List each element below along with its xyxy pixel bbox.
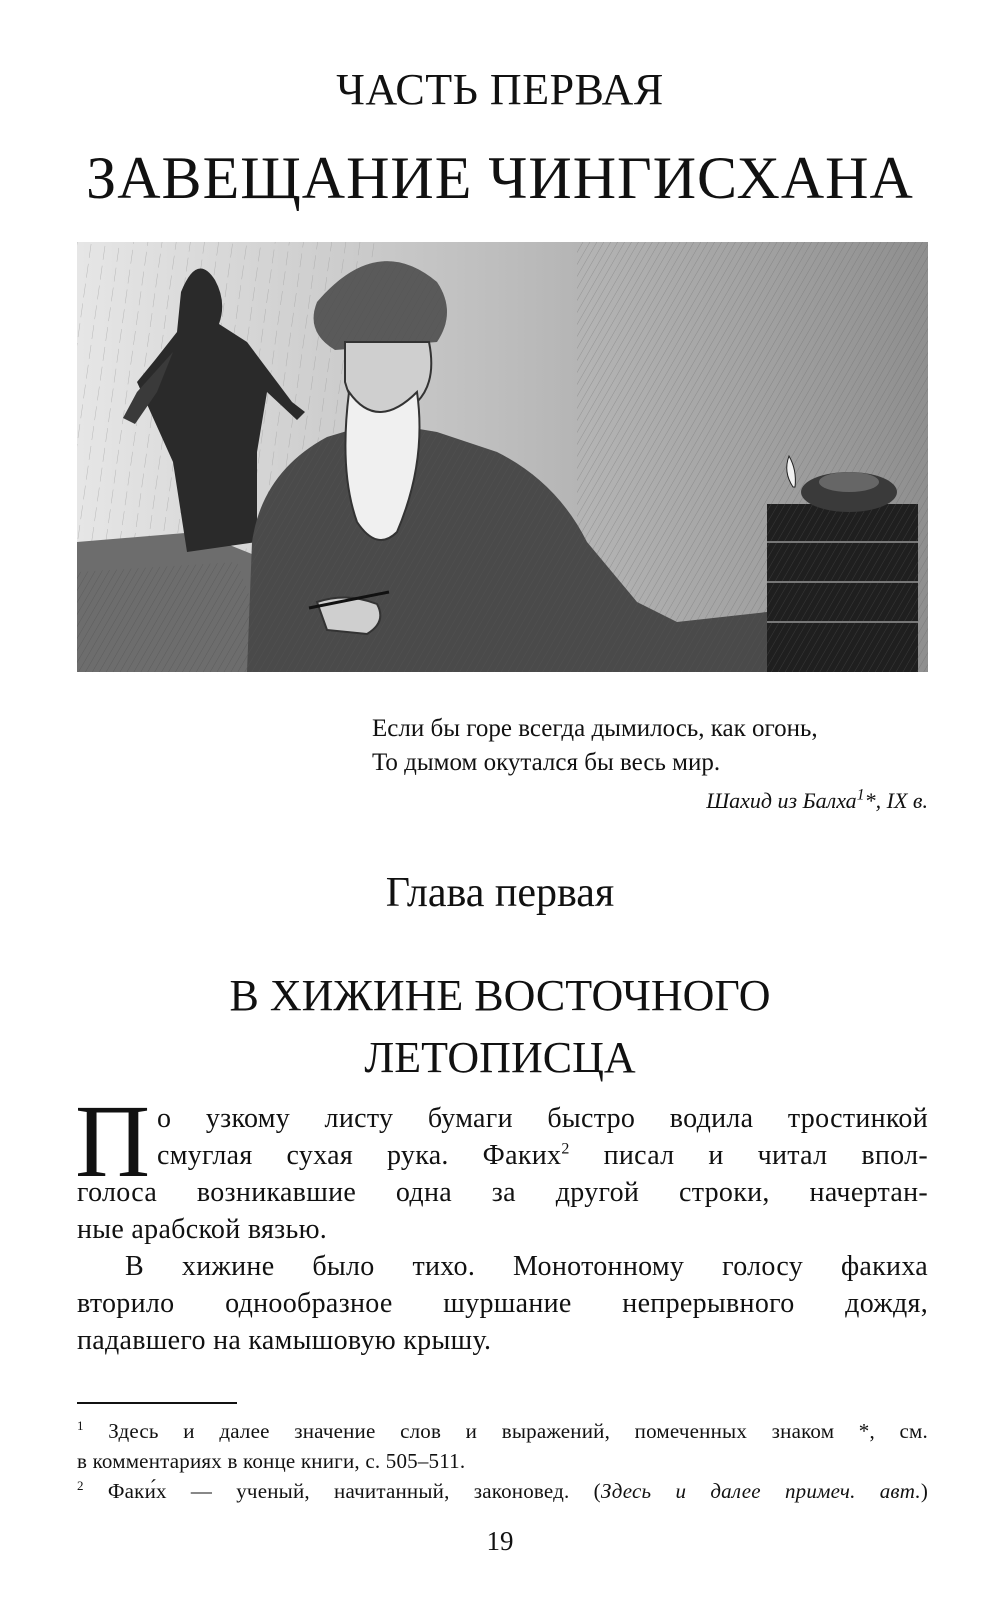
- chapter-title-line: ЛЕТОПИСЦА: [364, 1033, 636, 1082]
- footnote-text: ): [920, 1479, 929, 1503]
- footnote-text: Факи́х — ученый, начитанный, законовед. (: [83, 1479, 601, 1503]
- text-line: ные арабской вязью.: [77, 1214, 328, 1245]
- chapter-title: [0, 965, 1000, 1089]
- epigraph: [372, 712, 928, 818]
- footnote-italic: Здесь и далее примеч. авт.: [600, 1479, 921, 1503]
- footnote-mark: 1: [856, 786, 865, 804]
- footnote-number: 2: [77, 1478, 84, 1493]
- footnote-line: [77, 1476, 928, 1506]
- text-fragment: писал и читал впол-: [569, 1140, 929, 1171]
- text-line: падавшего на камышовую крышу.: [77, 1325, 492, 1356]
- text-fragment: смуглая сухая рука. Факих: [157, 1140, 562, 1171]
- text-line: о узкому листу бумаги быстро водила тростинкой: [157, 1103, 928, 1134]
- epigraph-author: Шахид из Балха: [706, 788, 857, 813]
- chapter-label: Глава первая: [385, 870, 615, 916]
- chapter-title-line: В ХИЖИНЕ ВОСТОЧНОГО: [229, 971, 771, 1020]
- body-text: [75, 1084, 929, 1359]
- drop-cap: П: [75, 1084, 151, 1199]
- text-line: В хижине было тихо. Монотонному голосу факиха: [125, 1251, 928, 1282]
- chronicler-illustration: [77, 242, 928, 672]
- part-title: ЗАВЕЩАНИЕ ЧИНГИСХАНА: [86, 145, 914, 211]
- page-number: 19: [486, 1526, 514, 1556]
- epigraph-source-tail: *, IX в.: [864, 788, 928, 813]
- paragraph: [77, 1248, 928, 1359]
- footnote-mark: 2: [561, 1140, 570, 1158]
- part-label: ЧАСТЬ ПЕРВАЯ: [336, 65, 664, 114]
- footnote-divider: [77, 1402, 237, 1404]
- paragraph: [75, 1084, 929, 1248]
- footnotes: [77, 1416, 928, 1506]
- footnote-text: Здесь и далее значение слов и выражений, помеченных знаком *, см.: [83, 1419, 928, 1443]
- text-line: голоса возникавшие одна за другой строки, начертан-: [77, 1177, 928, 1208]
- text-line: вторило однообразное шуршание непрерывного дождя,: [77, 1288, 928, 1319]
- footnote-line: [77, 1416, 928, 1446]
- text-line: [77, 1137, 928, 1174]
- epigraph-line: То дымом окутался бы весь мир.: [372, 749, 721, 776]
- epigraph-source: [372, 784, 928, 818]
- footnote-number: 1: [77, 1418, 84, 1433]
- footnote-line: в комментариях в конце книги, с. 505–511.: [77, 1449, 466, 1473]
- epigraph-line: Если бы горе всегда дымилось, как огонь,: [372, 715, 818, 742]
